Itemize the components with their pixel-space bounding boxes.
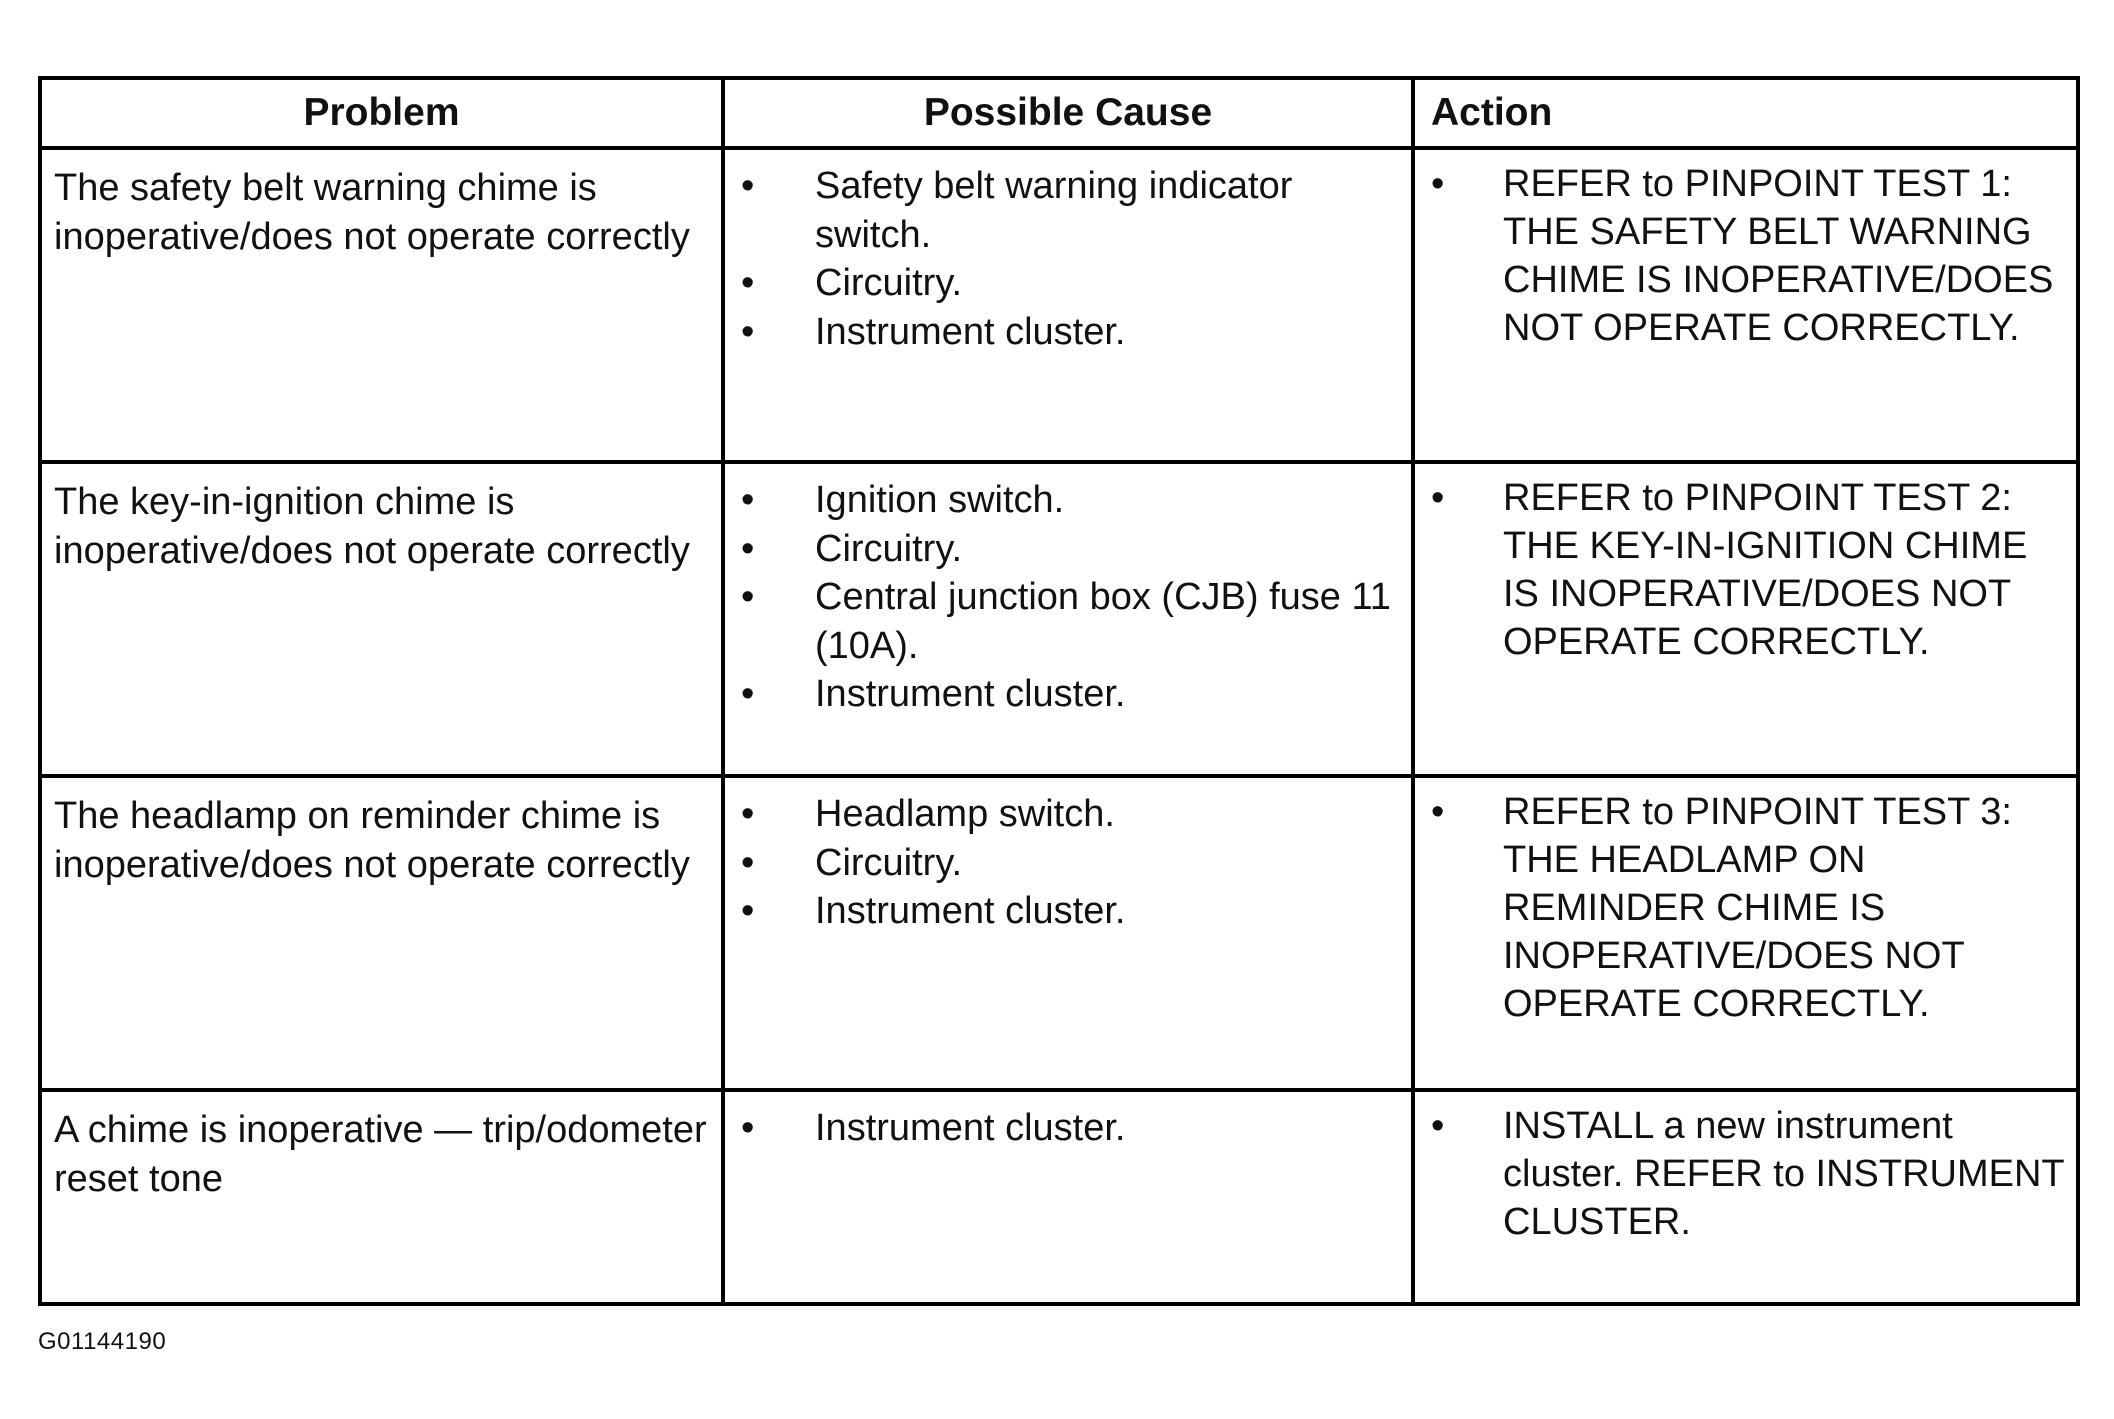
cause-item: • Circuitry. — [725, 525, 1401, 574]
header-possible-cause: Possible Cause — [725, 80, 1415, 150]
problem-cell: The safety belt warning chime is inoperative/does not operate correctly — [42, 150, 725, 464]
cause-item: • Headlamp switch. — [725, 790, 1401, 839]
cause-list — [725, 150, 1411, 356]
cause-item: • Instrument cluster. — [725, 670, 1401, 719]
action-list — [1415, 464, 2076, 666]
cause-cell — [725, 778, 1415, 1092]
cause-cell — [725, 464, 1415, 778]
action-item: • INSTALL a new instrument cluster. REFER to INSTRUMENT CLUSTER. — [1415, 1102, 2066, 1246]
action-item: • REFER to PINPOINT TEST 3: THE HEADLAMP ON REMINDER CHIME IS INOPERATIVE/DOES NOT OPERATE CORRECTLY. — [1415, 788, 2066, 1028]
problem-cell: The headlamp on reminder chime is inoperative/does not operate correctly — [42, 778, 725, 1092]
figure-id: G01144190 — [38, 1328, 167, 1355]
cause-item: • Instrument cluster. — [725, 887, 1401, 936]
diagnosis-table — [38, 76, 2080, 1306]
problem-cell: The key-in-ignition chime is inoperative/does not operate correctly — [42, 464, 725, 778]
action-cell — [1415, 464, 2076, 778]
action-cell — [1415, 150, 2076, 464]
action-cell — [1415, 1092, 2076, 1302]
cause-item: • Circuitry. — [725, 839, 1401, 888]
cause-item: • Central junction box (CJB) fuse 11 (10A). — [725, 573, 1401, 670]
header-action: Action — [1415, 80, 2076, 150]
cause-item: • Ignition switch. — [725, 476, 1401, 525]
header-problem: Problem — [42, 80, 725, 150]
cause-list — [725, 778, 1411, 936]
action-list — [1415, 1092, 2076, 1246]
cause-item: • Circuitry. — [725, 259, 1401, 308]
action-list — [1415, 778, 2076, 1028]
cause-list — [725, 1092, 1411, 1153]
problem-cell: A chime is inoperative — trip/odometer reset tone — [42, 1092, 725, 1302]
cause-item: • Instrument cluster. — [725, 1104, 1401, 1153]
cause-cell — [725, 150, 1415, 464]
action-item: • REFER to PINPOINT TEST 1: THE SAFETY BELT WARNING CHIME IS INOPERATIVE/DOES NOT OPERATE CORRECTLY. — [1415, 160, 2066, 352]
action-list — [1415, 150, 2076, 352]
action-cell — [1415, 778, 2076, 1092]
cause-item: • Instrument cluster. — [725, 308, 1401, 357]
action-item: • REFER to PINPOINT TEST 2: THE KEY-IN-IGNITION CHIME IS INOPERATIVE/DOES NOT OPERATE CORRECTLY. — [1415, 474, 2066, 666]
cause-cell — [725, 1092, 1415, 1302]
cause-item: • Safety belt warning indicator switch. — [725, 162, 1401, 259]
cause-list — [725, 464, 1411, 719]
